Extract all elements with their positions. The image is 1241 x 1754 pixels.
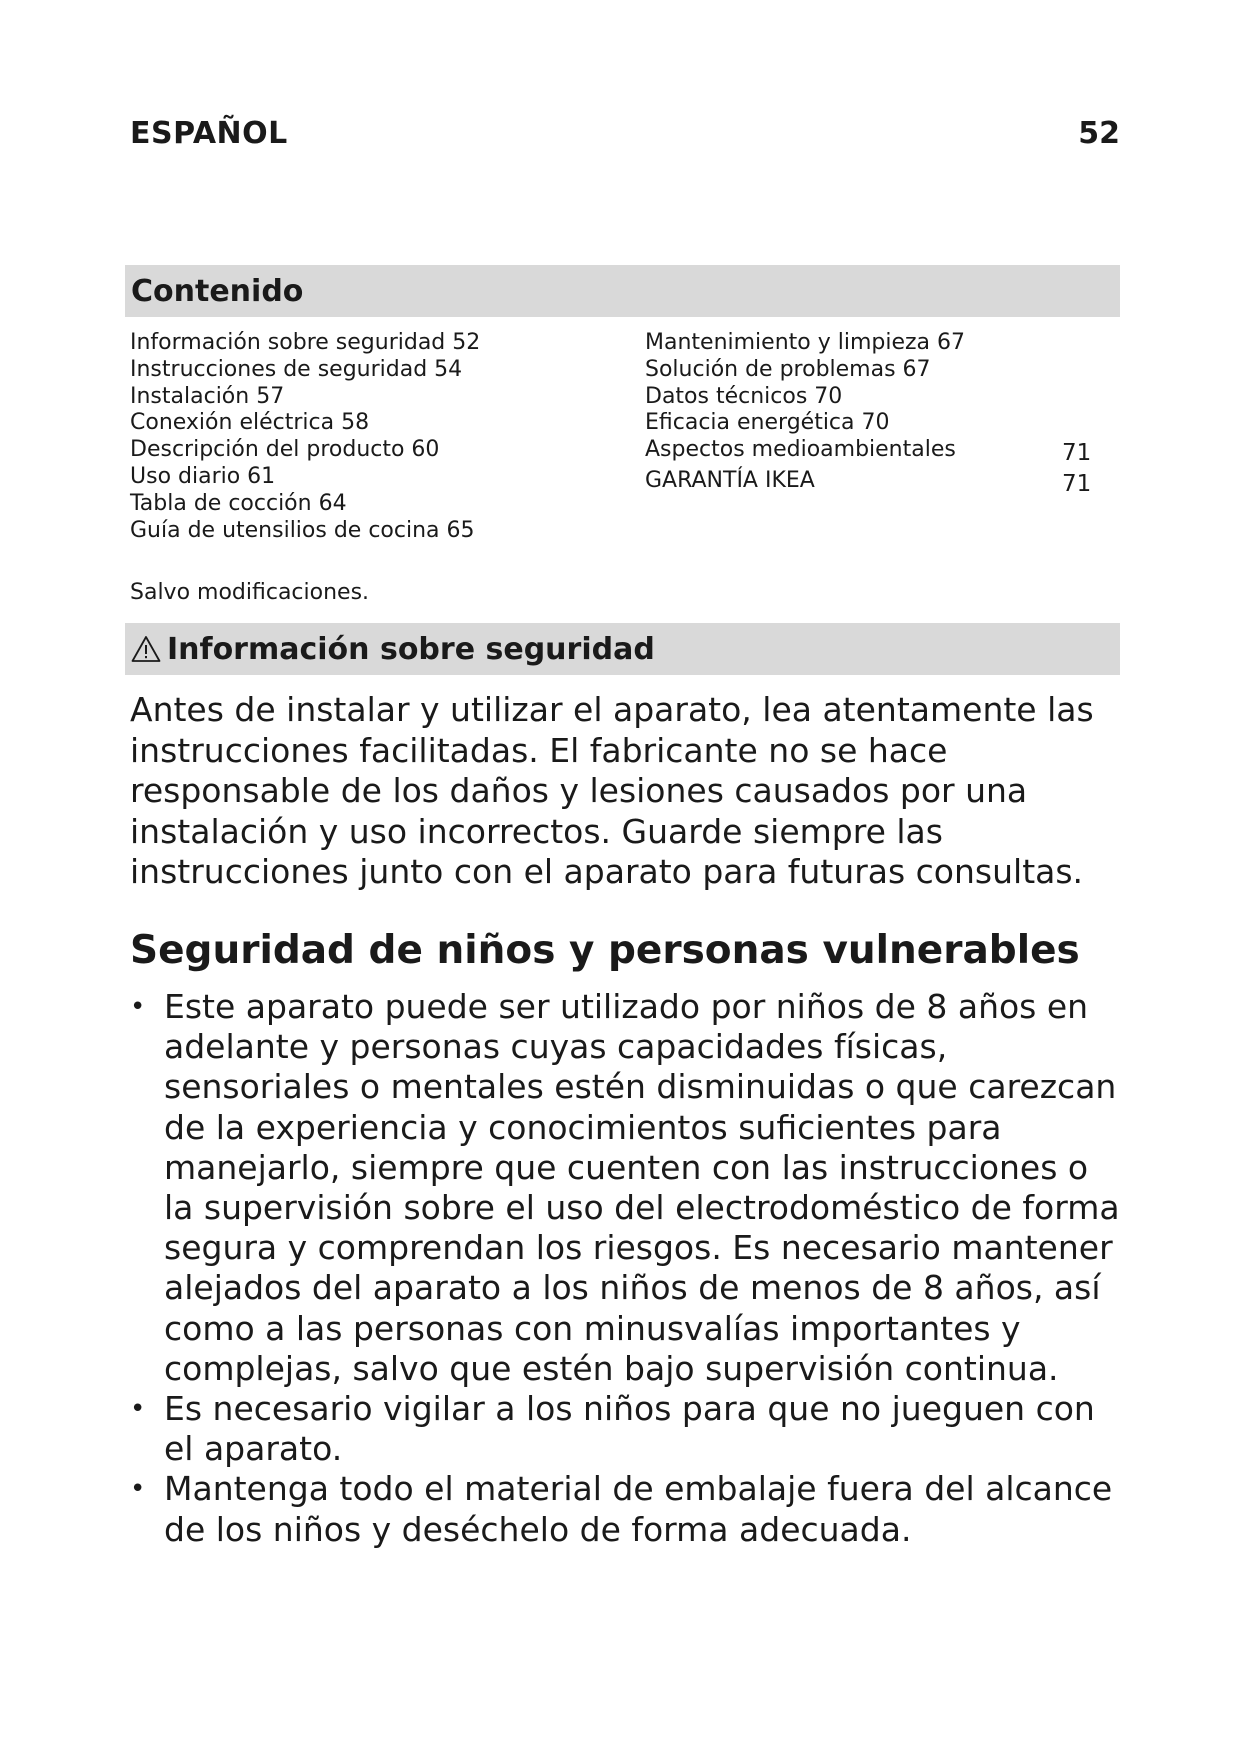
toc-left-column — [130, 330, 630, 544]
contents-title: Contenido — [131, 274, 304, 309]
safety-title: Información sobre seguridad — [167, 632, 655, 667]
toc-item-page: 71 — [1062, 440, 1092, 467]
list-item-text: Es necesario vigilar a los niños para que no jueguen con el aparato. — [164, 1389, 1095, 1469]
modifications-note: Salvo modificaciones. — [130, 580, 370, 605]
bullet-symbol: • — [130, 992, 146, 1022]
page-header — [130, 116, 1120, 160]
bullet-symbol: • — [130, 1474, 146, 1505]
safety-heading-bar — [125, 623, 1120, 675]
toc-item-split — [645, 468, 1115, 495]
toc-item: Solución de problemas 67 — [645, 356, 931, 382]
toc-item: Datos técnicos 70 — [645, 383, 843, 409]
safety-intro-paragraph: Antes de instalar y utilizar el aparato, lea atentamente las instrucciones facilitadas. El fabricante no se hace responsable de los daños y lesiones causados por una instalación y uso incorrectos. Guarde siempre las instrucciones junto con el aparato para futuras consultas. — [130, 690, 1094, 891]
children-safety-list — [130, 987, 1125, 1550]
toc-item-page: 71 — [1062, 470, 1092, 497]
language-label: ESPAÑOL — [130, 116, 288, 151]
page-number: 52 — [1078, 116, 1120, 151]
toc-item: Conexión eléctrica 58 — [130, 410, 370, 436]
toc-item: Instalación 57 — [130, 383, 285, 409]
toc-item-split — [645, 437, 1115, 467]
toc-item: Instrucciones de seguridad 54 — [130, 356, 463, 382]
children-safety-heading: Seguridad de niños y personas vulnerables — [130, 928, 1080, 973]
warning-triangle-icon — [131, 627, 161, 681]
toc-item: Uso diario 61 — [130, 463, 276, 489]
toc-item: Tabla de cocción 64 — [130, 490, 347, 516]
toc-item: Información sobre seguridad 52 — [130, 330, 481, 355]
list-item — [130, 1469, 1125, 1549]
toc-item: Descripción del producto 60 — [130, 437, 440, 463]
toc-item: Eficacia energética 70 — [645, 410, 890, 436]
list-item — [130, 1389, 1125, 1469]
toc-right-column — [645, 330, 1115, 495]
contents-heading-bar — [125, 265, 1120, 317]
list-item-text: Mantenga todo el material de embalaje fuera del alcance de los niños y deséchelo de forma adecuada. — [164, 1469, 1113, 1549]
list-item — [130, 987, 1125, 1389]
list-item-text: Este aparato puede ser utilizado por niños de 8 años en adelante y personas cuyas capacidades físicas, sensoriales o mentales estén disminuidas o que carezcan de la experiencia y conocimientos suficientes para manejarlo, siempre que cuenten con las instrucciones o la supervisión sobre el uso del electrodoméstico de forma segura y comprendan los riesgos. Es necesario mantener alejados del aparato a los niños de menos de 8 años, así como a las personas con minusvalías importantes y complejas, salvo que estén bajo supervisión continua. — [164, 987, 1120, 1388]
bullet-symbol: • — [130, 1394, 146, 1425]
toc-item-label: GARANTÍA IKEA — [645, 467, 815, 493]
toc-item: Guía de utensilios de cocina 65 — [130, 517, 475, 543]
toc-item-label: Aspectos medioambientales — [645, 437, 956, 463]
toc-item: Mantenimiento y limpieza 67 — [645, 330, 966, 355]
